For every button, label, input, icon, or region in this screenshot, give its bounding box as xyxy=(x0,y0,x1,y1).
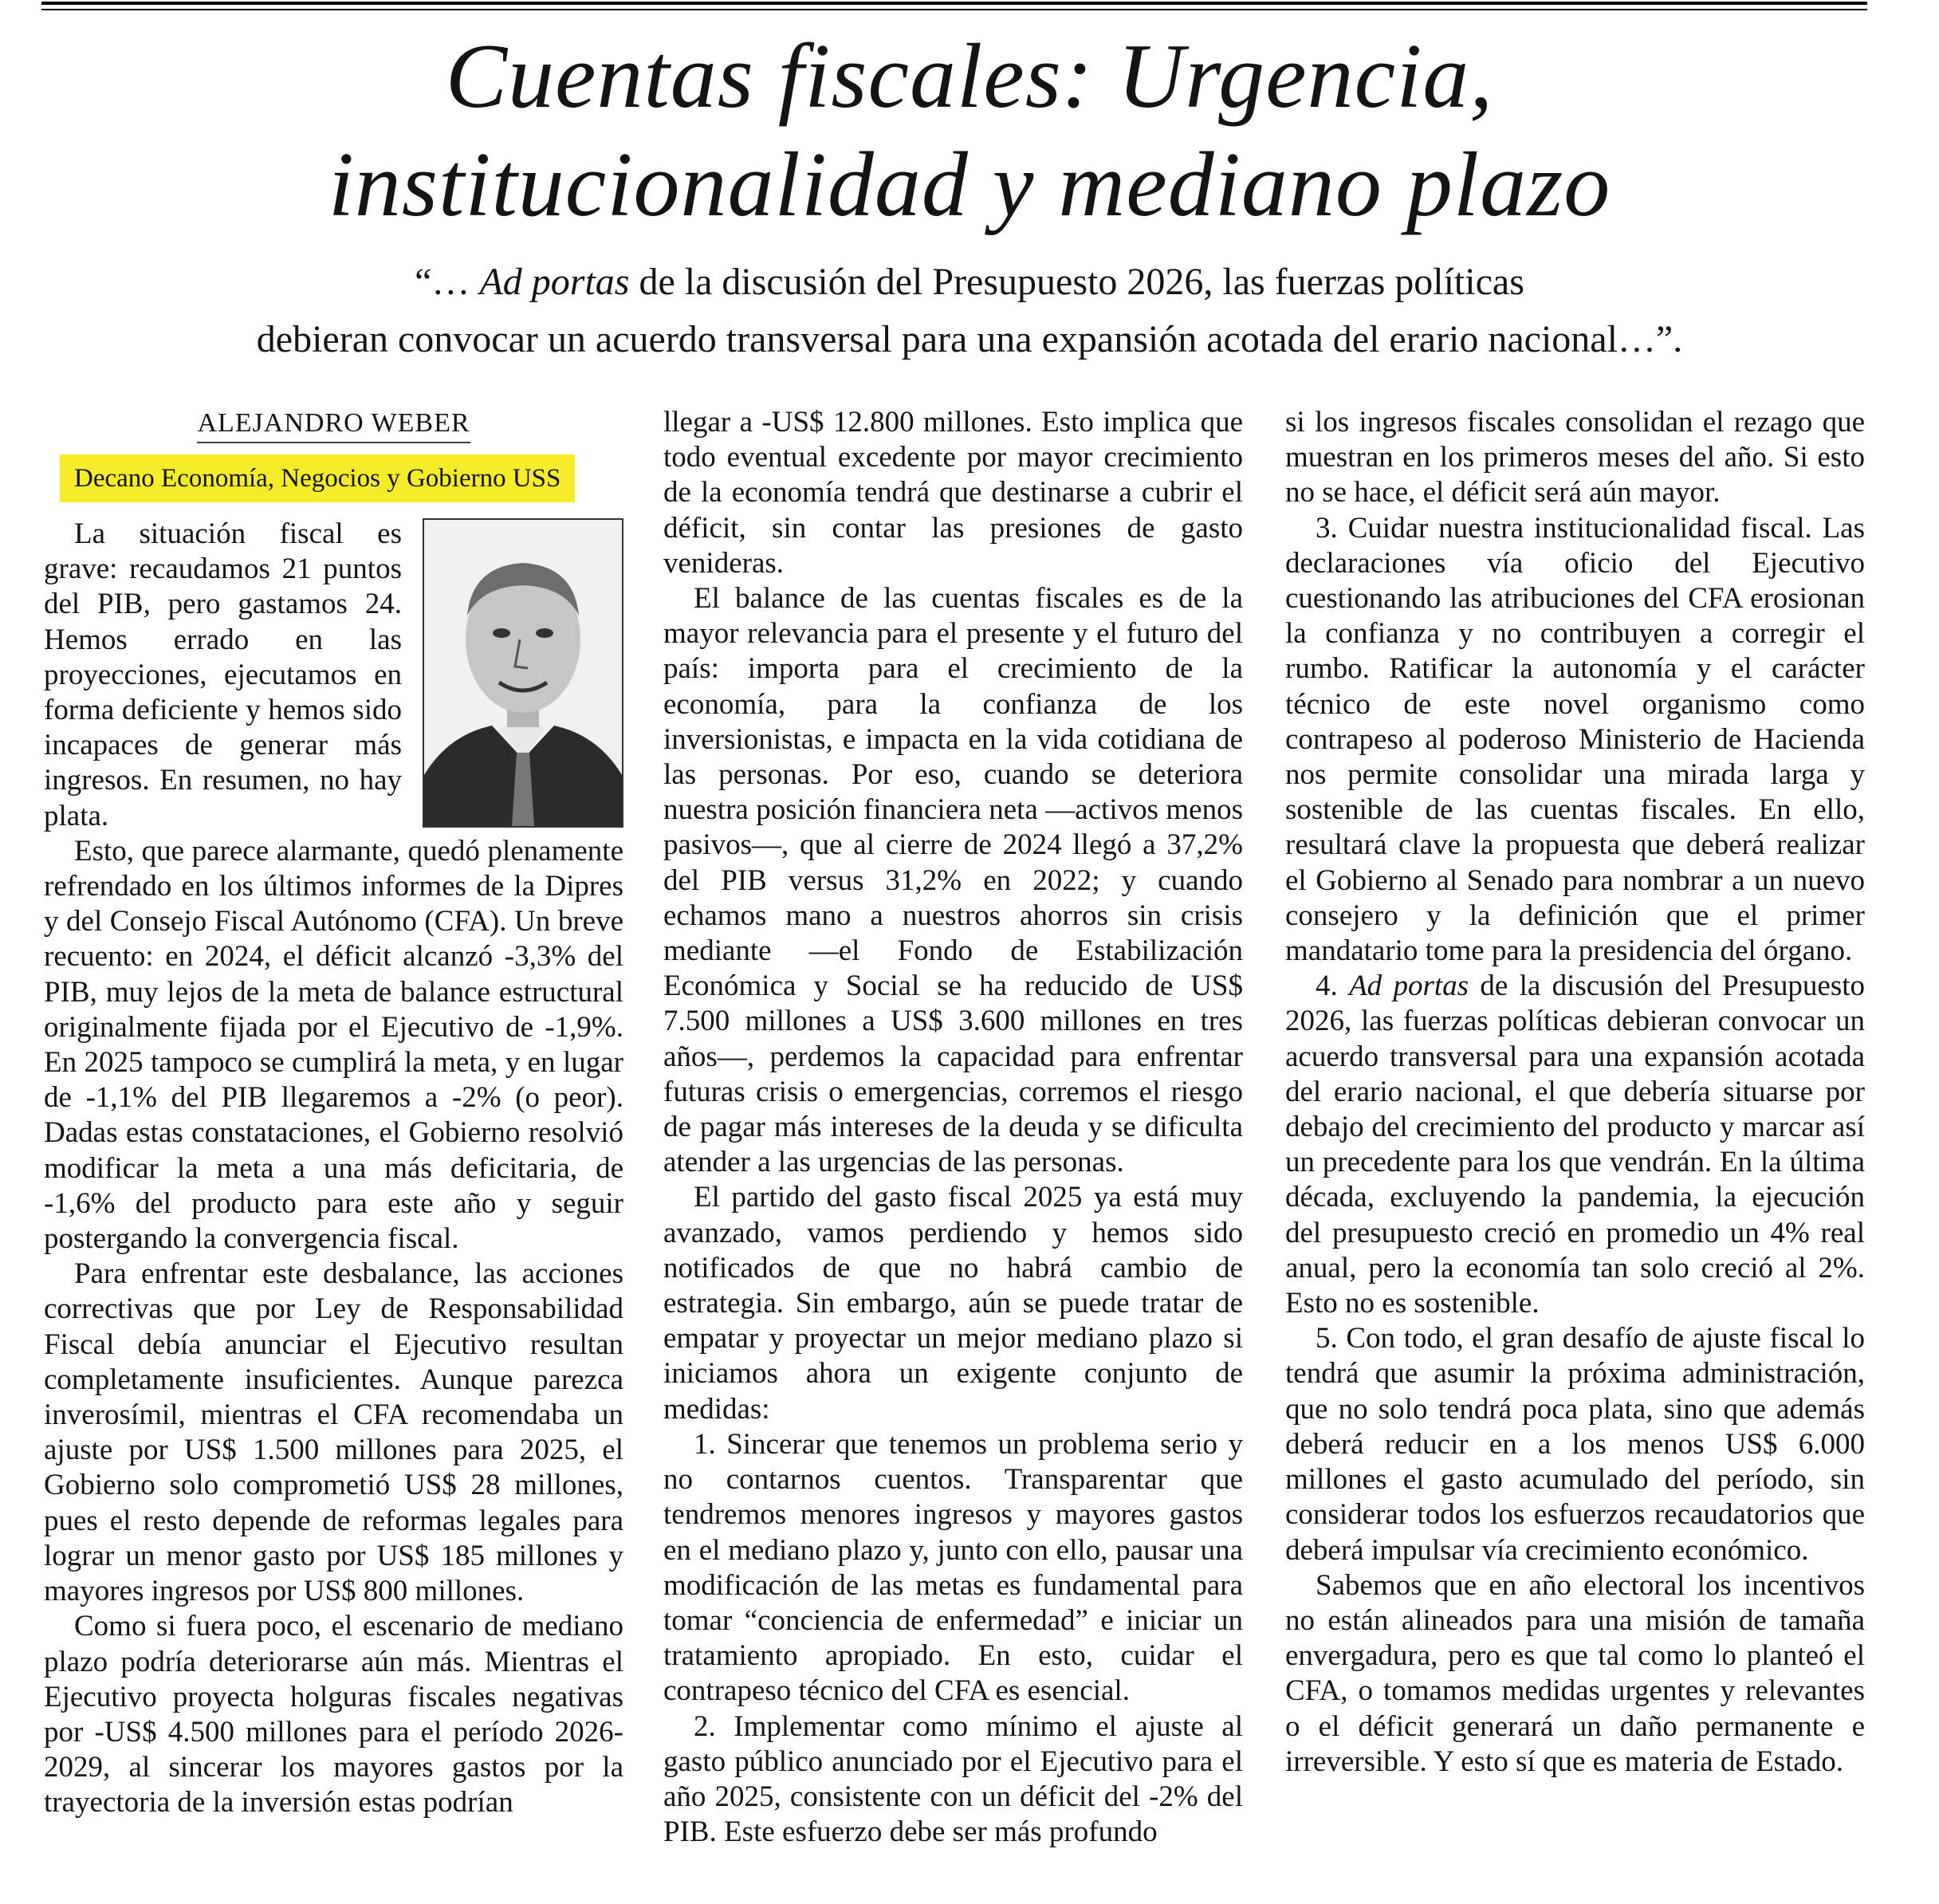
headline-line-1: Cuentas fiscales: Urgencia, xyxy=(445,26,1494,128)
paragraph-10-number: 4. xyxy=(1316,970,1350,1003)
pull-quote-open: “… xyxy=(415,261,480,303)
paragraph-11: 5. Con todo, el gran desafío de ajuste fiscal lo tendrá que asumir la próxima administración, que no solo tendrá poca plata, sino que además deberá reducir en a los menos US$ 6.000 millones el gasto acumulado del período, sin considerar todos los esfuerzos recaudatorios que deberá impulsar vía crecimiento económico. xyxy=(1285,1322,1865,1567)
author-role: Decano Economía, Negocios y Gobierno USS xyxy=(60,454,575,502)
pull-quote-line-1: de la discusión del Presupuesto 2026, las fuerzas políticas xyxy=(629,261,1524,303)
paragraph-4-end: llegar a -US$ 12.800 millones. Esto implica que todo eventual excedente por mayor crecimiento de la economía tendrá que destinarse a cubrir el déficit, sin contar las presiones de gasto venideras. xyxy=(663,406,1243,580)
headline xyxy=(0,22,1939,239)
paragraph-12: Sabemos que en año electoral los incentivos no están alineados para una misión de tamaña envergadura, pero es que tal como lo planteó el CFA, o tomamos medidas urgentes y relevantes o el déficit generará un daño permanente e irreversible. Y esto sí que es materia de Estado. xyxy=(1285,1568,1865,1778)
author-portrait-icon xyxy=(423,518,623,828)
paragraph-10 xyxy=(1285,969,1865,1321)
paragraph-10-text: de la discusión del Presupuesto 2026, las fuerzas políticas debieran convocar un acuerdo transversal para una expansión acotada del erario nacional, el que debería situarse por debajo del crecimiento del producto y marcar así un precedente para los que vendrán. En la última década, excluyendo la pandemia, la ejecución del presupuesto creció en promedio un 4% real anual, pero la economía tan solo creció al 2%. Esto no es sostenible. xyxy=(1285,970,1865,1320)
headline-line-2: institucionalidad y mediano plazo xyxy=(328,134,1611,236)
byline xyxy=(44,405,623,443)
pull-quote-italic: Ad portas xyxy=(479,261,630,303)
author-name: ALEJANDRO WEBER xyxy=(197,406,470,443)
paragraph-1-start xyxy=(44,517,623,834)
paragraph-5: El balance de las cuentas fiscales es de la mayor relevancia para el presente y el futuro del país: importa para el crecimiento de la economía, para la confianza de los inversionistas, e impacta en la vida cotidiana de las personas. Por eso, cuando se deteriora nuestra posición financiera neta —activos menos pasivos—, que al cierre de 2024 llegó a 37,2% del PIB versus 31,2% en 2022; y cuando echamos mano a nuestros ahorros sin crisis mediante —el Fondo de Estabilización Económica y Social se ha reducido de US$ 7.500 millones a US$ 3.600 millones en tres años—, perdemos la capacidad para enfrentar futuras crisis o emergencias, corremos el riesgo de pagar más intereses de la deuda y se dificulta atender a las urgencias de las personas. xyxy=(663,582,1243,1179)
paragraph-8-end: si los ingresos fiscales consolidan el rezago que muestran en los primeros meses del año. Si esto no se hace, el déficit será aún mayor. xyxy=(1285,406,1865,509)
paragraph-4-start: Como si fuera poco, el escenario de mediano plazo podría deteriorarse aún más. Mientras el Ejecutivo proyecta holguras fiscales negativas por -US$ 4.500 millones para el período 2026-2029, al sincerar los mayores gastos por la trayectoria de la inversión estas podrían xyxy=(44,1610,623,1819)
paragraph-9: 3. Cuidar nuestra institucionalidad fiscal. Las declaraciones vía oficio del Ejecutivo cuestionando las atribuciones del CFA erosionan la confianza y no contribuyen a corregir el rumbo. Ratificar la autonomía y el carácter técnico de este novel organismo como contrapeso al poderoso Ministerio de Hacienda nos permite consolidar una mirada larga y sostenible de las cuentas fiscales. En ello, resultará clave la propuesta que deberá realizar el Gobierno al Senado para nombrar a un nuevo consejero y la definición que el primer mandatario tome para la presidencia del órgano. xyxy=(1285,511,1865,968)
paragraph-3: Para enfrentar este desbalance, las acciones correctivas que por Ley de Responsabilidad Fiscal debía anunciar el Ejecutivo resultan completamente insuficientes. Aunque parezca inverosímil, mientras el CFA recomendaba un ajuste por US$ 1.500 millones para 2025, el Gobierno solo comprometió US$ 28 millones, pues el resto depende de reformas legales para lograr un menor gasto por US$ 185 millones y mayores ingresos por US$ 800 millones. xyxy=(44,1257,623,1608)
pull-quote xyxy=(64,254,1875,368)
paragraph-2: Esto, que parece alarmante, quedó plenamente refrendado en los últimos informes de la Dipres y del Consejo Fiscal Autónomo (CFA). Un breve recuento: en 2024, el déficit alcanzó -3,3% del PIB, muy lejos de la meta de balance estructural originalmente fijada por el Ejecutivo de -1,9%. En 2025 tampoco se cumplirá la meta, y en lugar de -1,1% del PIB llegaremos a -2% (o peor). Dadas estas constataciones, el Gobierno resolvió modificar la meta a una más deficitaria, de -1,6% del producto para este año y seguir postergando la convergencia fiscal. xyxy=(44,834,623,1256)
paragraph-10-italic: Ad portas xyxy=(1349,970,1469,1003)
paragraph-1: La situación fiscal es grave: recaudamos 21 puntos del PIB, pero gastamos 24. Hemos errado en las proyecciones, ejecutamos en forma deficiente y hemos sido incapaces de generar más ingresos. En resumen, no hay plata. xyxy=(44,517,402,832)
top-rule-thin xyxy=(41,9,1867,10)
paragraph-6: El partido del gasto fiscal 2025 ya está muy avanzado, vamos perdiendo y hemos sido notificados de que no habrá cambio de estrategia. Sin embargo, aún se puede tratar de empatar y proyectar un mejor mediano plazo si iniciamos ahora un exigente conjunto de medidas: xyxy=(663,1181,1243,1426)
paragraph-8-start: 2. Implementar como mínimo el ajuste al gasto público anunciado por el Ejecutivo para el año 2025, consistente con un déficit del -2% del PIB. Este esfuerzo debe ser más profundo xyxy=(663,1709,1243,1849)
pull-quote-line-2: debieran convocar un acuerdo transversal para una expansión acotada del erario nacional…”. xyxy=(256,318,1683,360)
column-1 xyxy=(44,405,623,1821)
top-rule xyxy=(41,2,1867,5)
author-role-wrapper xyxy=(44,446,623,517)
paragraph-7: 1. Sincerar que tenemos un problema serio y no contarnos cuentos. Transparentar que tendremos menores ingresos y mayores gastos en el mediano plazo y, junto con ello, pausar una modificación de las metas es fundamental para tomar “conciencia de enfermedad” e iniciar un tratamiento apropiado. En esto, cuidar el contrapeso técnico del CFA es esencial. xyxy=(663,1427,1243,1708)
column-3 xyxy=(1285,405,1865,1780)
column-2 xyxy=(663,405,1243,1850)
